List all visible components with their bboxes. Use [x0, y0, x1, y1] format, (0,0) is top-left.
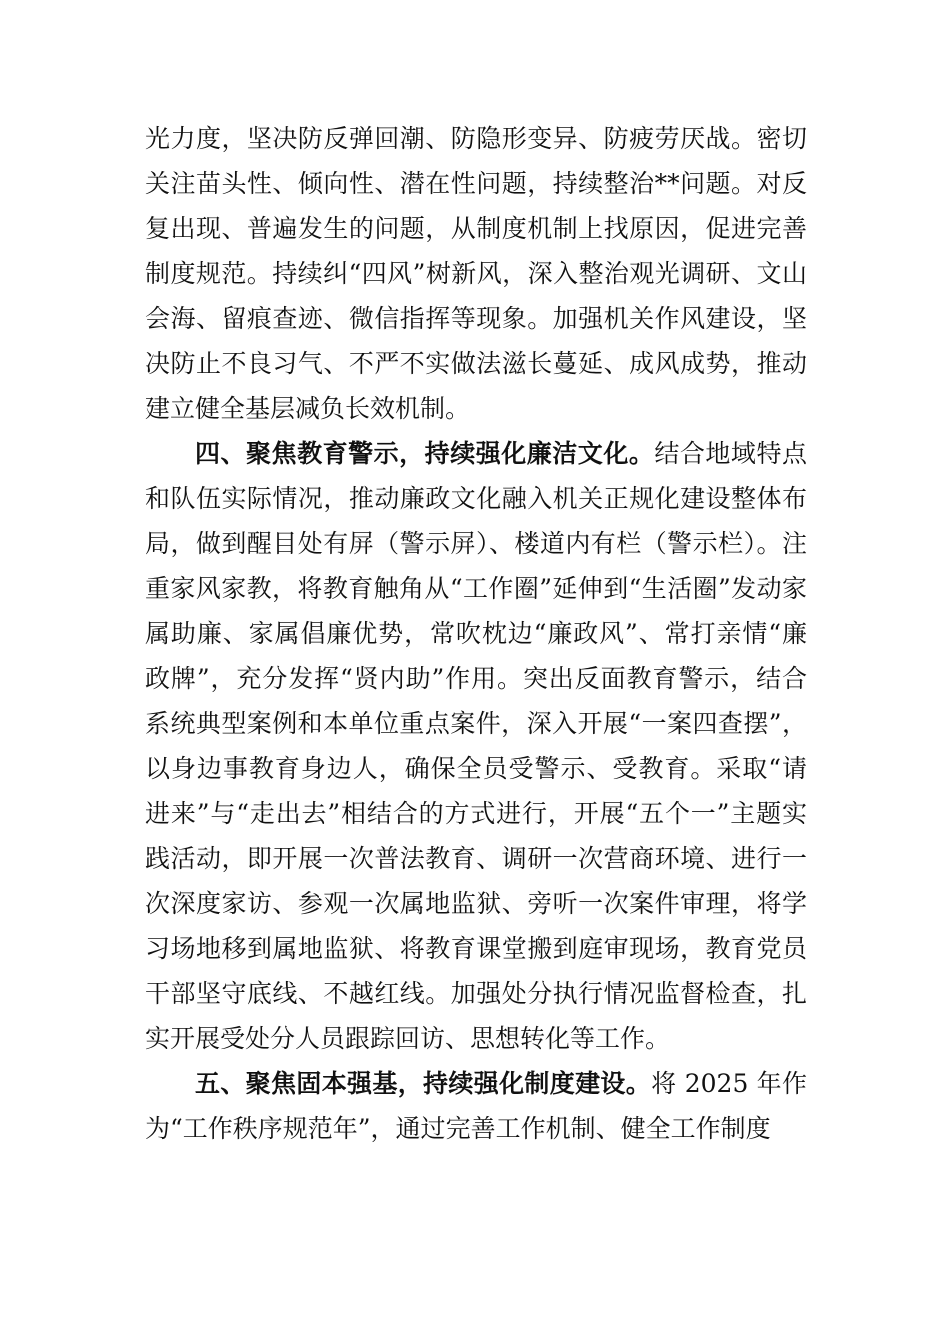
paragraph-text: 光力度，坚决防反弹回潮、防隐形变异、防疲劳厌战。密切关注苗头性、倾向性、潜在性问题，持续整治**问题。对反复出现、普遍发生的问题，从制度机制上找原因，促进完善制度规范。持续纠“四风”树新风，深入整治观光调研、文山会海、留痕查迹、微信指挥等现象。加强机关作风建设，坚决防止不良习气、不严不实做法滋长蔓延、成风成势，推动建立健全基层减负长效机制。 — [145, 124, 807, 423]
section-heading: 五、聚焦固本强基，持续强化制度建设。 — [195, 1069, 652, 1098]
paragraph-continuation — [145, 116, 807, 431]
paragraph-text: 结合地域特点和队伍实际情况，推动廉政文化融入机关正规化建设整体布局，做到醒目处有屏（警示屏）、楼道内有栏（警示栏）。注重家风家教，将教育触角从“工作圈”延伸到“生活圈”发动家属助廉、家属倡廉优势，常吹枕边“廉政风”、常打亲情“廉政牌”，充分发挥“贤内助”作用。突出反面教育警示，结合系统典型案例和本单位重点案件，深入开展“一案四查摆”，以身边事教育身边人，确保全员受警示、受教育。采取“请进来”与“走出去”相结合的方式进行，开展“五个一”主题实践活动，即开展一次普法教育、调研一次营商环境、进行一次深度家访、参观一次属地监狱、旁听一次案件审理，将学习场地移到属地监狱、将教育课堂搬到庭审现场，教育党员干部坚守底线、不越红线。加强处分执行情况监督检查，扎实开展受处分人员跟踪回访、思想转化等工作。 — [145, 439, 807, 1053]
paragraph-section-five — [145, 1061, 807, 1151]
document-body — [145, 116, 807, 1151]
paragraph-section-four — [145, 431, 807, 1061]
section-heading: 四、聚焦教育警示，持续强化廉洁文化。 — [195, 439, 655, 468]
paragraph-text: 将 2025 年作为“工作秩序规范年”，通过完善工作机制、健全工作制度 — [145, 1069, 807, 1143]
